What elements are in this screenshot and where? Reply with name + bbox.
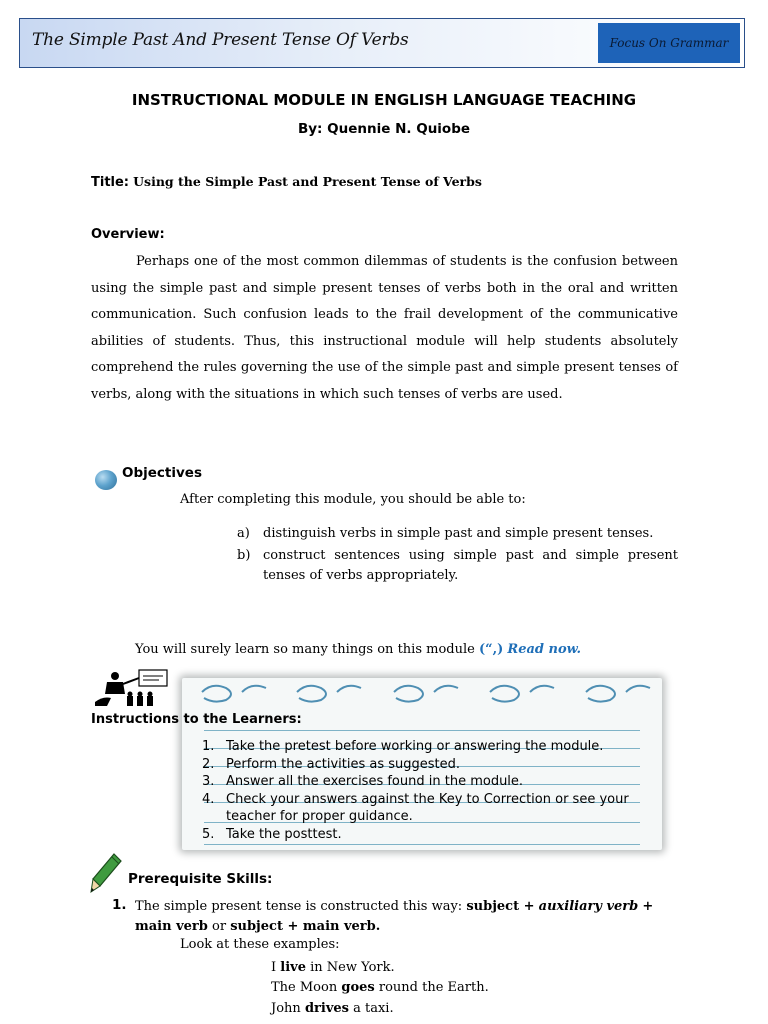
formula-subject: subject + (466, 899, 535, 914)
prerequisite-text (135, 897, 675, 937)
examples-intro: Look at these examples: (180, 937, 340, 952)
prerequisite-prefix: The simple present tense is constructed this way: (135, 899, 463, 914)
overview-text: Perhaps one of the most common dilemmas of students is the confusion between using the simple past and simple present tenses of verbs both in the oral and written communication. Such confusion leads to the frail development of the communicative abilities of students. Thus, this instructional module will help students absolutely comprehend the rules governing the use of the simple past and simple present tenses of verbs, along with the situations in which such tenses of verbs are used. (91, 254, 678, 402)
teacher-board-icon (93, 668, 173, 708)
list-number: 3. (202, 774, 215, 789)
example-verb: drives (304, 1000, 349, 1016)
list-item (202, 738, 662, 756)
list-item (237, 524, 678, 544)
header-tag-label: Focus On Grammar (609, 36, 729, 50)
closing-line (135, 642, 581, 657)
example-line (271, 999, 489, 1019)
list-number: 5. (202, 826, 215, 842)
objectives-list (237, 524, 678, 588)
example-verb: live (280, 960, 306, 975)
example-subject: John (271, 1000, 301, 1016)
formula-auxiliary: auxiliary verb (538, 899, 639, 914)
title-line (91, 174, 482, 190)
list-marker: b) (237, 548, 251, 563)
closing-text: You will surely learn so many things on this module (135, 642, 475, 657)
example-rest: round the Earth. (378, 980, 489, 996)
list-item (237, 546, 678, 586)
module-heading: INSTRUCTIONAL MODULE IN ENGLISH LANGUAGE TEACHING (131, 91, 637, 109)
list-item (202, 826, 662, 844)
list-text: Check your answers against the Key to Correction or see your teacher for proper guidance. (226, 791, 629, 824)
instructions-list (202, 738, 662, 843)
overview-heading: Overview: (91, 227, 165, 242)
example-line (271, 958, 489, 978)
list-item (202, 791, 662, 826)
prerequisite-heading: Prerequisite Skills: (128, 871, 273, 887)
title-label: Title: (91, 175, 130, 190)
example-rest: a taxi. (353, 1000, 394, 1016)
prerequisite-number: 1. (112, 897, 127, 913)
formula-alt: subject + main verb. (230, 919, 381, 934)
example-rest: in New York. (310, 960, 395, 975)
module-author: By: Quennie N. Quiobe (297, 121, 471, 137)
examples-list (271, 958, 489, 1019)
title-value: Using the Simple Past and Present Tense of Verbs (133, 174, 482, 189)
formula-main-verb: + main verb (135, 899, 654, 934)
notepad-spirals (182, 680, 662, 710)
header-banner (19, 18, 745, 68)
list-text: Take the pretest before working or answering the module. (226, 739, 604, 754)
objectives-intro: After completing this module, you should be able to: (180, 492, 526, 507)
smiley-text: (“,) (478, 642, 504, 657)
list-text: Perform the activities as suggested. (226, 756, 461, 772)
list-text: Answer all the exercises found in the module. (226, 774, 524, 789)
pencil-icon (88, 852, 124, 896)
formula-connector: or (212, 919, 227, 934)
list-text: construct sentences using simple past and simple present tenses of verbs appropriately. (263, 548, 678, 583)
example-subject: The Moon (271, 980, 338, 996)
list-marker: a) (237, 526, 250, 541)
list-item (202, 773, 662, 791)
list-item (202, 756, 662, 774)
list-text: distinguish verbs in simple past and simple present tenses. (263, 526, 654, 541)
example-verb: goes (341, 980, 375, 996)
notepad-rule (204, 730, 640, 731)
notepad-rule (204, 844, 640, 845)
example-subject: I (271, 960, 277, 975)
header-title: The Simple Past And Present Tense Of Verbs (32, 30, 409, 50)
example-line (271, 978, 489, 998)
list-number: 4. (202, 791, 215, 807)
instructions-heading: Instructions to the Learners: (91, 712, 302, 727)
list-text: Take the posttest. (226, 826, 342, 842)
objectives-heading: Objectives (122, 465, 202, 481)
list-number: 2. (202, 756, 215, 772)
header-tag (598, 23, 740, 63)
list-number: 1. (202, 739, 215, 754)
objectives-bullet-icon (95, 470, 117, 490)
read-now-text: Read now. (507, 642, 582, 657)
